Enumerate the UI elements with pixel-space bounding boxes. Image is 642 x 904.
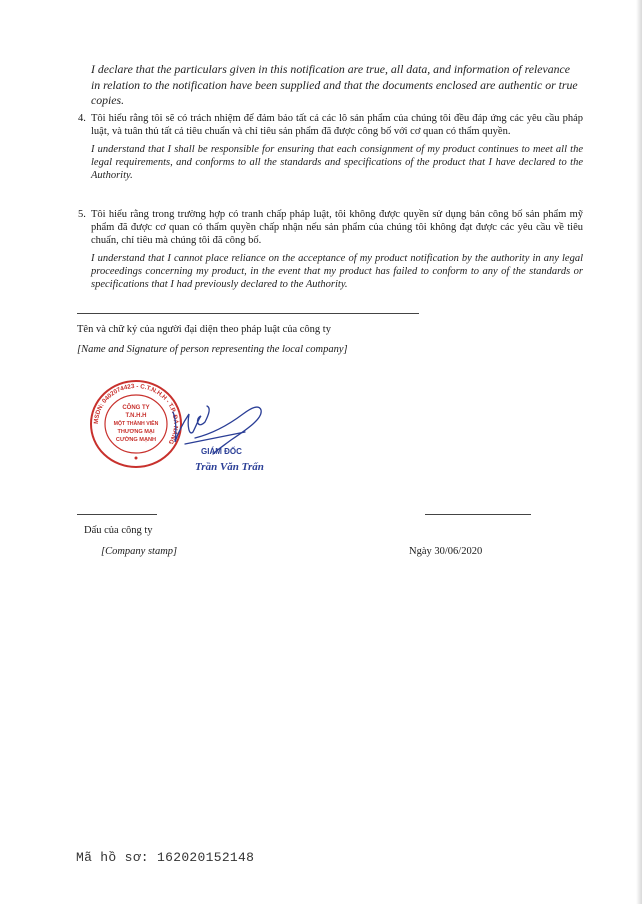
list-item-4 <box>78 112 583 183</box>
stamp-line: T.N.H.H <box>125 413 147 419</box>
stamp-line: CƯỜNG MẠNH <box>115 437 157 443</box>
signer-title: GIÁM ĐỐC <box>201 447 242 456</box>
stamp-label-vi: Dấu của công ty <box>84 525 153 536</box>
stamp-label-en: [Company stamp] <box>101 546 178 557</box>
handwritten-signature <box>165 396 275 480</box>
signature-label-vi: Tên và chữ ký của người đại diện theo pháp luật của công ty <box>77 324 331 335</box>
signer-name: Trần Văn Trấn <box>195 461 264 473</box>
date-text: Ngày 30/06/2020 <box>409 546 483 557</box>
signature-line <box>77 313 419 314</box>
signature-label-en: [Name and Signature of person representing the local company] <box>77 344 348 355</box>
page-edge-shadow <box>636 0 642 904</box>
date-line-rule <box>425 514 531 515</box>
stamp-line: MỘT THÀNH VIÊN <box>113 421 159 427</box>
declaration-text-en: I declare that the particulars given in this notification are true, all data, and information of relevance in relation to the notification have been supplied and that the documents enclosed are authentic or true copies. <box>91 62 578 107</box>
item-text-en: I understand that I shall be responsible for ensuring that each consignment of my product continues to meet all the legal requirements, and conforms to all the standards and specifications of the product that I have declared to the Authority. <box>91 144 583 182</box>
item-number: 5. <box>78 209 86 220</box>
stamp-ring-text: MSDN: 0402074423 - C.T.N.H.H - T.P. ĐÀ NẴNG <box>92 382 180 446</box>
item-text-vi: Tôi hiểu rằng trong trường hợp có tranh chấp pháp luật, tôi không được quyền sử dụng bản công bố sản phẩm mỹ phẩm đã được cơ quan có thẩm quyền chấp nhận nếu sản phẩm của chúng tôi không đạt được các yêu cầu về tiêu chuẩn, chỉ tiêu mà chúng tôi đã công bố. <box>91 209 583 246</box>
item-text-en: I understand that I cannot place reliance on the acceptance of my product notification by the authority in any legal proceedings concerning my product, in the event that my product has failed to conform to any of the standards or specifications that I had previously declared to the Authority. <box>91 253 583 291</box>
list-item-5 <box>78 208 583 292</box>
item-number: 4. <box>78 113 86 124</box>
stamp-line: THƯƠNG MẠI <box>117 429 155 435</box>
stamp-line: CÔNG TY <box>122 405 150 411</box>
record-number: Mã hồ sơ: 162020152148 <box>76 850 255 865</box>
stamp-line-rule <box>77 514 157 515</box>
item-text-vi: Tôi hiểu rằng tôi sẽ có trách nhiệm để đảm bảo tất cả các lô sản phẩm của chúng tôi đều đáp ứng các yêu cầu pháp luật, và tuân thủ tất cả tiêu chuẩn và chỉ tiêu sản phẩm đã được công bố với cơ quan có thẩm quyền. <box>91 113 583 137</box>
